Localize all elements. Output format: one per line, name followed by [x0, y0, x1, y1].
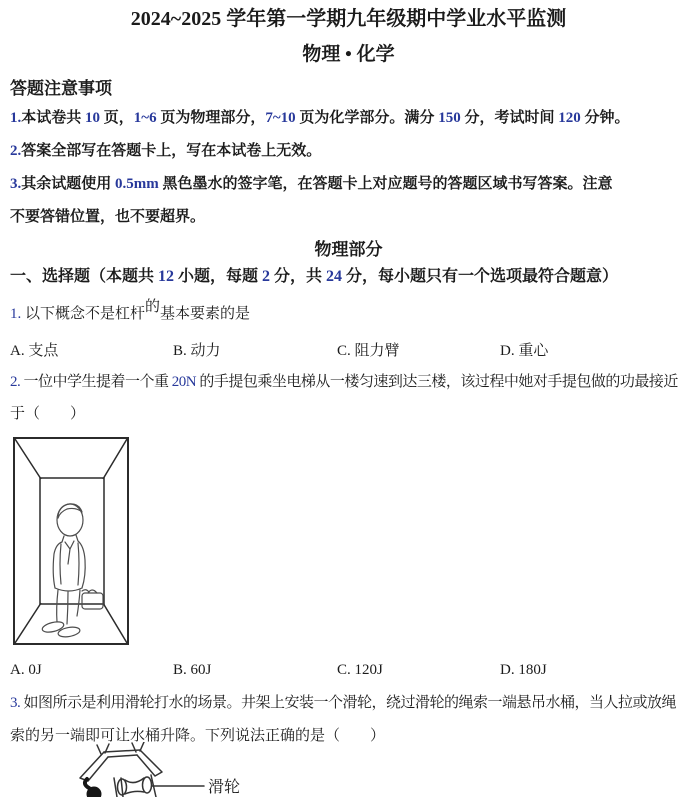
- question-2-stem-line-2: 于（ ）: [10, 406, 86, 422]
- passenger-figure: [41, 504, 103, 638]
- q1-option-b: B. 动力: [173, 343, 221, 359]
- notice-heading: 答题注意事项: [10, 79, 112, 98]
- elevator-outer-frame: [14, 438, 128, 644]
- elevator-figure: [12, 436, 130, 646]
- handbag: [82, 593, 103, 609]
- well-post-left: [114, 778, 117, 797]
- physics-part-heading: 物理部分: [314, 240, 383, 259]
- question-1-stem: 1. 以下概念不是杠杆的基本要素的是: [10, 299, 251, 322]
- page-subtitle: 物理 • 化学: [302, 44, 395, 65]
- elevator-figure-drawing: [12, 436, 130, 646]
- q1-option-c: C. 阻力臂: [337, 343, 400, 359]
- page-title: 2024~2025 学年第一学期九年级期中学业水平监测: [130, 8, 567, 30]
- question-1-options-row: [0, 339, 697, 361]
- q2-option-c: C. 120J: [337, 662, 383, 678]
- q1-option-d: D. 重心: [500, 343, 549, 359]
- notice-line-3b: 不要答错位置，也不要超界。: [10, 209, 206, 225]
- question-2-options-row: [0, 662, 697, 684]
- pulley-label: 滑轮: [208, 779, 241, 796]
- q1-option-a: A. 支点: [10, 343, 59, 359]
- choice-section-title: 一、选择题（本题共 12 小题，每题 2 分，共 24 分，每小题只有一个选项最符合题意）: [10, 268, 619, 285]
- q2-option-d: D. 180J: [500, 662, 547, 678]
- notice-line-2: 2.答案全部写在答题卡上，写在本试卷上无效。: [10, 143, 322, 159]
- question-2-stem-line-1: 2. 一位中学生提着一个重 20N 的手提包乘坐电梯从一楼匀速到达三楼，该过程中她对手提包做的功最接近: [10, 374, 678, 390]
- question-3-stem-line-1: 3. 如图所示是利用滑轮打水的场景。井架上安装一个滑轮，绕过滑轮的绳索一端悬吊水桶，当人拉或放绳: [10, 695, 677, 711]
- elevator-inner-frame: [40, 478, 104, 604]
- q2-option-b: B. 60J: [173, 662, 212, 678]
- q2-option-a: A. 0J: [10, 662, 42, 678]
- person-head-silhouette: [85, 779, 102, 797]
- question-3-stem-line-2: 索的另一端即可让水桶升降。下列说法正确的是（ ）: [10, 728, 386, 744]
- notice-line-3a: 3.其余试题使用 0.5mm 黑色墨水的签字笔，在答题卡上对应题号的答题区域书写答案。注意: [10, 176, 613, 192]
- notice-line-1: 1.本试卷共 10 页，1~6 页为物理部分，7~10 页为化学部分。满分 150 分，考试时间 120 分钟。: [10, 110, 630, 126]
